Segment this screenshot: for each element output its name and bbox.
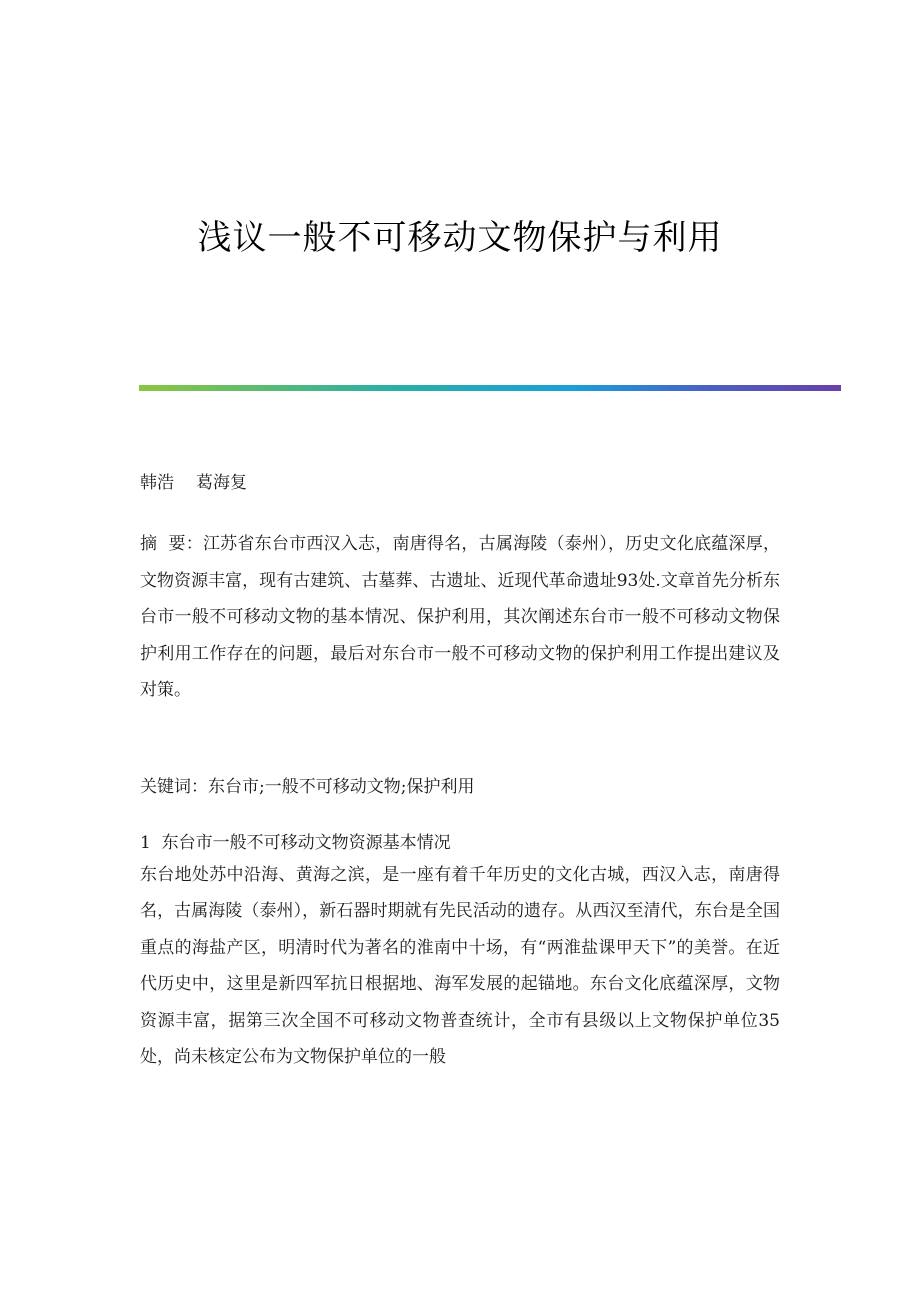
abstract xyxy=(140,526,780,709)
author-name: 韩浩 xyxy=(140,473,174,493)
keywords xyxy=(140,774,780,800)
body-paragraph: 东台地处苏中沿海、黄海之滨，是一座有着千年历史的文化古城，西汉入志，南唐得名，古属海陵（泰州），新石器时期就有先民活动的遗存。从西汉至清代，东台是全国重点的海盐产区，明清时代为著名的淮南中十场，有“两淮盐课甲天下”的美誉。在近代历史中，这里是新四军抗日根据地、海军发展的起锚地。东台文化底蕴深厚，文物资源丰富，据第三次全国不可移动文物普查统计，全市有县级以上文物保护单位35处，尚未核定公布为文物保护单位的一般 xyxy=(140,865,780,1068)
abstract-label: 摘 要： xyxy=(140,534,203,554)
abstract-text: 江苏省东台市西汉入志，南唐得名，古属海陵（泰州），历史文化底蕴深厚，文物资源丰富，现有古建筑、古墓葬、古遗址、近现代革命遗址93处.文章首先分析东台市一般不可移动文物的基本情况、保护利用，其次阐述东台市一般不可移动文物保护利用工作存在的问题，最后对东台市一般不可移动文物的保护利用工作提出建议及对策。 xyxy=(140,534,780,700)
keywords-text: 东台市;一般不可移动文物;保护利用 xyxy=(208,777,475,797)
section-heading: 1 东台市一般不可移动文物资源基本情况 xyxy=(140,833,451,853)
author-line xyxy=(140,470,780,496)
keywords-label: 关键词： xyxy=(140,777,208,797)
author-name: 葛海复 xyxy=(196,473,247,493)
title-divider xyxy=(139,385,841,391)
page-title: 浅议一般不可移动文物保护与利用 xyxy=(197,218,723,258)
